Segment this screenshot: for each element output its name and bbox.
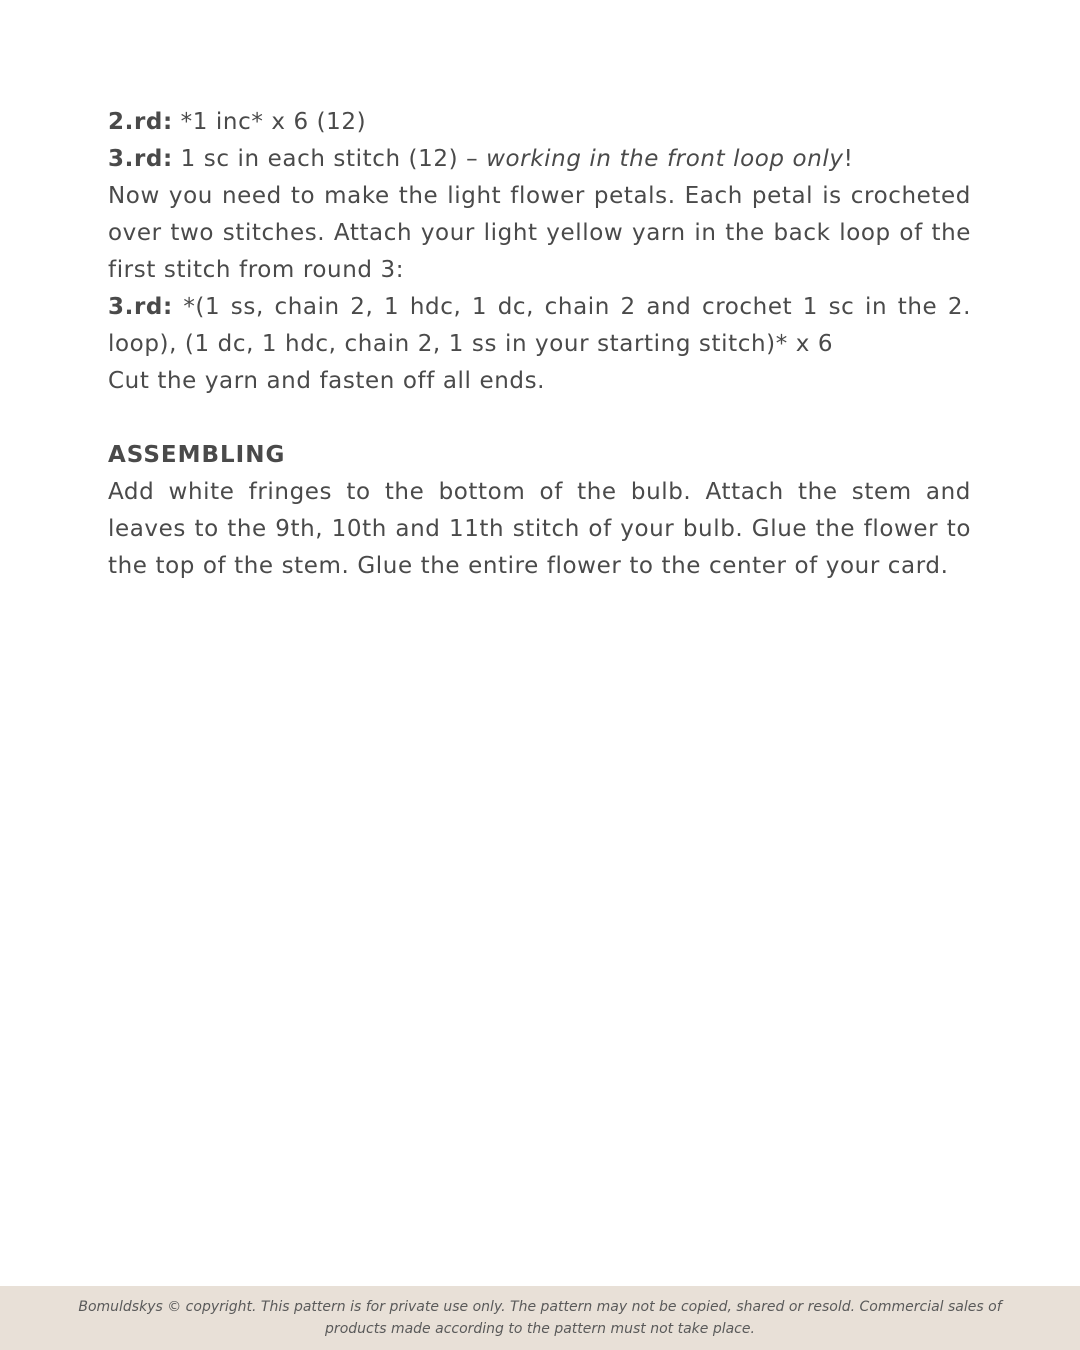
round-2-text: *1 inc* x 6 (12): [172, 109, 367, 135]
round-3-emphasis: working in the front loop only: [486, 146, 844, 172]
petals-intro: Now you need to make the light flower petals. Each petal is crocheted over two stitches. Attach your light yellow yarn in the back loop of the first stitch from round 3:: [108, 183, 971, 283]
round-2-line: [108, 104, 971, 141]
round-3-label: 3.rd:: [108, 146, 173, 172]
copyright-footer: [0, 1286, 1080, 1350]
round-3-petals-text: *(1 ss, chain 2, 1 hdc, 1 dc, chain 2 and crochet 1 sc in the 2. loop), (1 dc, 1 hdc, chain 2, 1 ss in your starting stitch)* x 6: [108, 294, 971, 357]
round-2-label: 2.rd:: [108, 109, 173, 135]
pattern-content: [108, 104, 971, 585]
round-3-text: 1 sc in each stitch (12) –: [172, 146, 487, 172]
round-3-petals-label: 3.rd:: [108, 294, 173, 320]
round-3-front-loop-line: [108, 141, 971, 178]
round-3-petals-line: [108, 289, 971, 363]
assembling-text: Add white fringes to the bottom of the bulb. Attach the stem and leaves to the 9th, 10th and 11th stitch of your bulb. Glue the flower to the top of the stem. Glue the entire flower to the center of your card.: [108, 479, 971, 579]
copyright-text: Bomuldskys © copyright. This pattern is for private use only. The pattern may not be copied, shared or resold. Commercial sales of products made according to the pattern must not take place.: [78, 1299, 1002, 1337]
round-3-suffix: !: [843, 146, 854, 172]
finish-instruction: Cut the yarn and fasten off all ends.: [108, 368, 546, 394]
assembling-heading: ASSEMBLING: [108, 442, 286, 468]
